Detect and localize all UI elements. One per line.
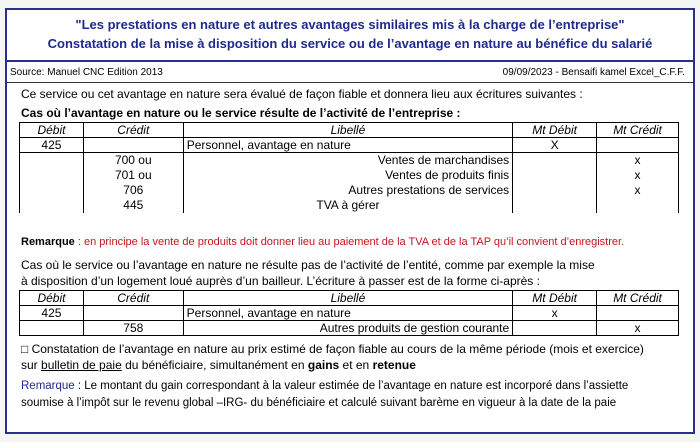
credit-cell: 758 [83,321,183,336]
mt-credit-cell: x [597,321,679,336]
credit-cell: 701 ou [83,168,183,183]
label-cell: TVA à gérer [183,198,512,213]
table-row [20,138,679,153]
col-credit: Crédit [83,291,183,306]
mt-credit-cell [597,138,679,153]
credit-cell [83,306,183,321]
note-text: et en [339,358,373,372]
divider [7,82,693,83]
table-row [20,168,679,183]
table-header-row [20,291,679,306]
credit-cell: 706 [83,183,183,198]
journal-table-1 [19,122,679,213]
mt-debit-cell: X [513,138,597,153]
col-credit: Crédit [83,123,183,138]
table-row [20,198,679,213]
case1-title: Cas où l’avantage en nature ou le service résulte de l’activité de l’entreprise : [21,106,461,120]
journal-table-2 [19,290,679,336]
label-cell: Autres produits de gestion courante [183,321,513,336]
col-debit: Débit [20,123,84,138]
label-cell: Ventes de marchandises [183,153,512,168]
credit-cell: 700 ou [83,153,183,168]
col-mt-credit: Mt Crédit [597,123,679,138]
col-label: Libellé [183,123,512,138]
title-line-2: Constatation de la mise à disposition du service ou de l’avantage en nature au bénéfice du salarié [47,36,653,51]
table-row [20,183,679,198]
label-cell: Personnel, avantage en nature [183,306,513,321]
credit-cell: 445 [83,198,183,213]
mt-credit-cell: x [597,168,679,183]
remark-2-text: : Le montant du gain correspondant à la valeur estimée de l’avantage en nature est incorporé dans l’assiette [74,380,629,392]
col-debit: Débit [20,291,84,306]
source-right: 09/09/2023 - Bensaifi kamel Excel_C.F.F. [502,67,685,78]
label-cell: Autres prestations de services [183,183,512,198]
col-mt-credit: Mt Crédit [597,291,679,306]
label-cell: Ventes de produits finis [183,168,512,183]
credit-cell [83,138,183,153]
table-row [20,321,679,336]
mt-debit-cell: x [513,306,597,321]
table-row [20,153,679,168]
source-left: Source: Manuel CNC Edition 2013 [10,67,163,78]
col-mt-debit: Mt Débit [513,291,597,306]
mt-credit-cell: x [597,153,679,168]
debit-cell: 425 [20,306,84,321]
remark-2-label: Remarque [21,380,75,392]
remark-1 [21,236,624,248]
remark-2-line-2: soumise à l’impôt sur le revenu global –IRG- du bénéficiaire et calculé suivant barème en vigueur à la date de la paie [21,397,617,409]
remark-1-text: : en principe la vente de produits doit donner lieu au paiement de la TVA et de la TAP qu’il convient d’enregistrer. [74,236,625,248]
remark-1-label: Remarque [21,236,75,248]
table-row [20,306,679,321]
case2-line-2: à disposition d’un logement loué auprès d’un bailleur. L’écriture à passer est de la forme ci-après : [21,274,540,288]
note-text: sur [21,358,42,372]
note-line-2 [21,358,416,372]
debit-cell: 425 [20,138,84,153]
table-header-row [20,123,679,138]
mt-credit-cell [597,306,679,321]
gains-term: gains [307,358,340,372]
title-line-1: "Les prestations en nature et autres avantages similaires mis à la charge de l’entreprise" [75,17,625,32]
label-cell: Personnel, avantage en nature [183,138,512,153]
bulletin-link[interactable]: bulletin de paie [41,358,122,372]
document-frame [5,8,695,434]
remark-2-line-1 [21,380,628,392]
retenue-term: retenue [372,358,416,372]
col-mt-debit: Mt Débit [513,123,597,138]
intro-text: Ce service ou cet avantage en nature sera évalué de façon fiable et donnera lieu aux écritures suivantes : [21,87,583,101]
col-label: Libellé [183,291,513,306]
mt-credit-cell: x [597,183,679,198]
title-box [7,10,693,62]
note-line-1: □ Constatation de l’avantage en nature au prix estimé de façon fiable au cours de la même période (mois et exercice) [21,342,644,356]
case2-line-1: Cas où le service ou l’avantage en nature ne résulte pas de l’activité de l’entité, comme par exemple la mise [21,258,595,272]
note-text: du bénéficiaire, simultanément en [121,358,308,372]
